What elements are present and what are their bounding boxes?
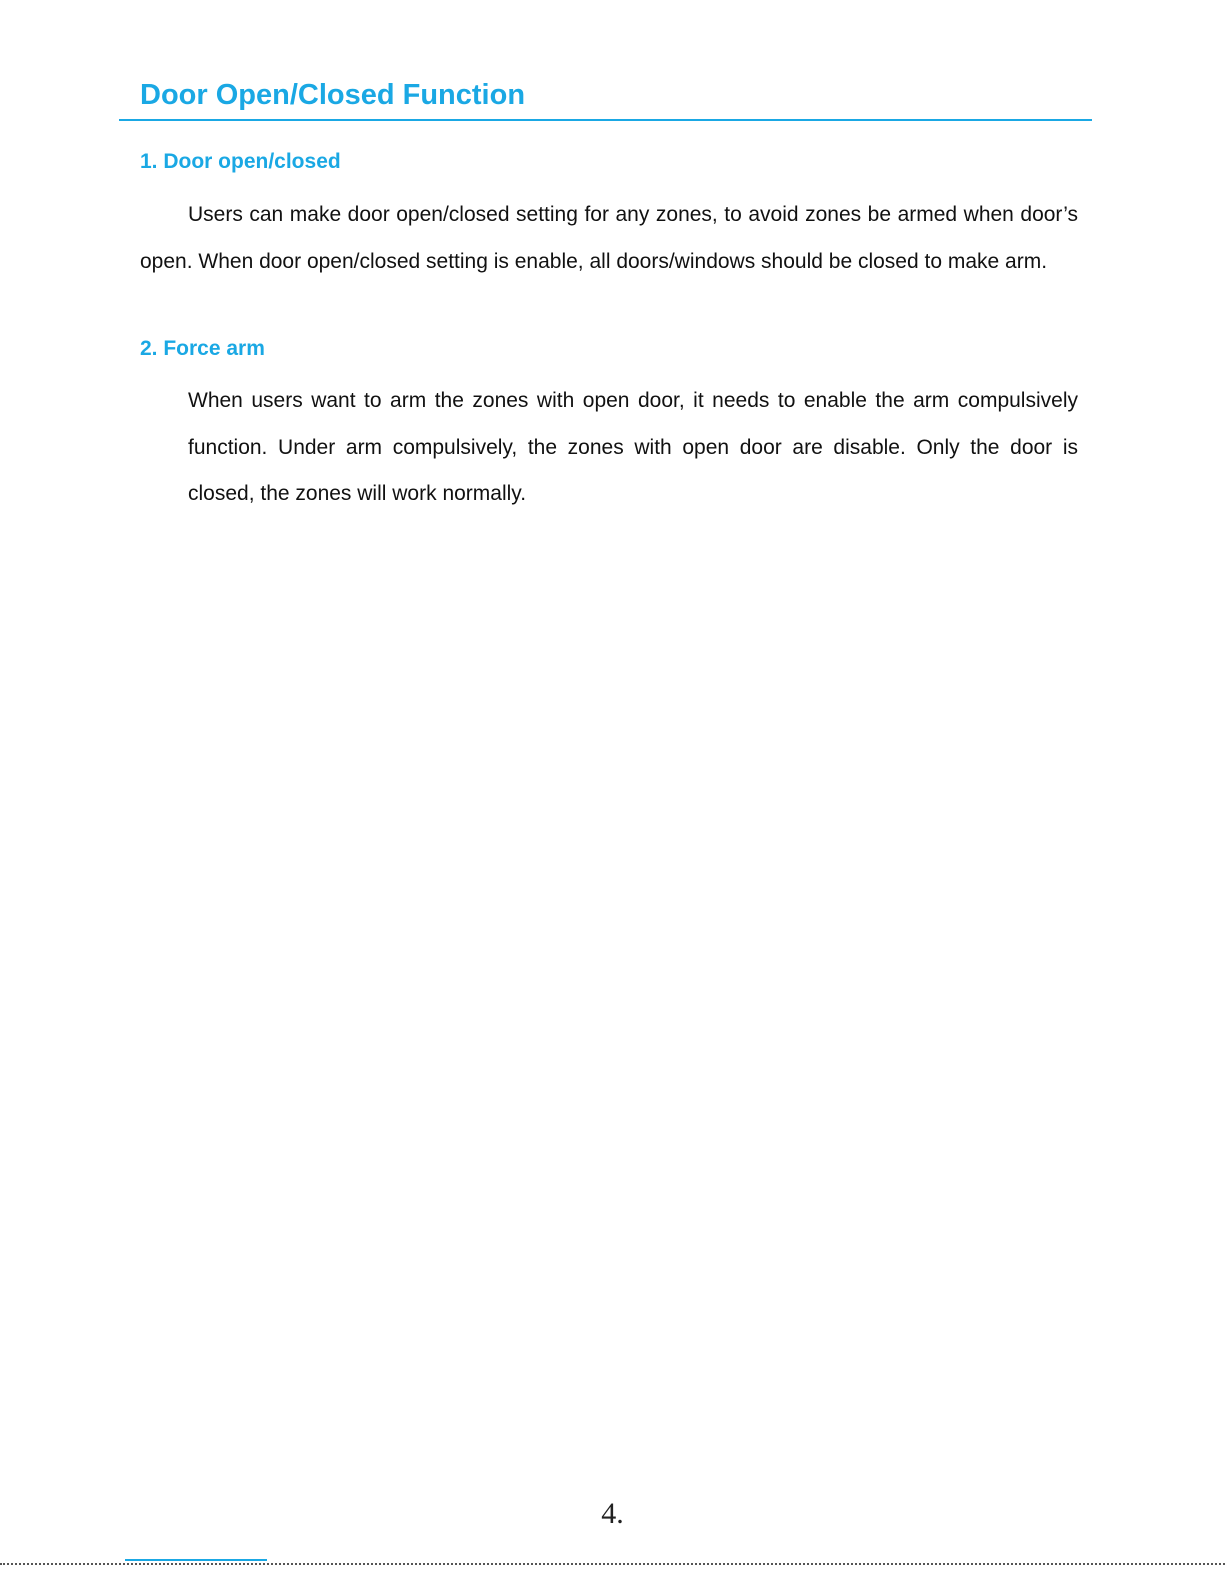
page-number: 4. [601,1497,624,1530]
page-title: Door Open/Closed Function [140,79,526,111]
section-heading-door-open-closed: 1. Door open/closed [140,150,341,173]
title-divider [119,119,1092,121]
section-body-force-arm: When users want to arm the zones with open door, it needs to enable the arm compulsively function. Under arm compulsively, the zones with open door are disable. Only the door is closed, the zones will work normally. [188,389,1078,505]
footer-accent-line [125,1559,267,1561]
section-heading-force-arm: 2. Force arm [140,337,265,360]
section-body-door-open-closed: Users can make door open/closed setting for any zones, to avoid zones be armed when door’s open. When door open/closed setting is enable, all doors/windows should be closed to make arm. [140,203,1078,273]
footer-dotted-line [0,1563,1225,1565]
